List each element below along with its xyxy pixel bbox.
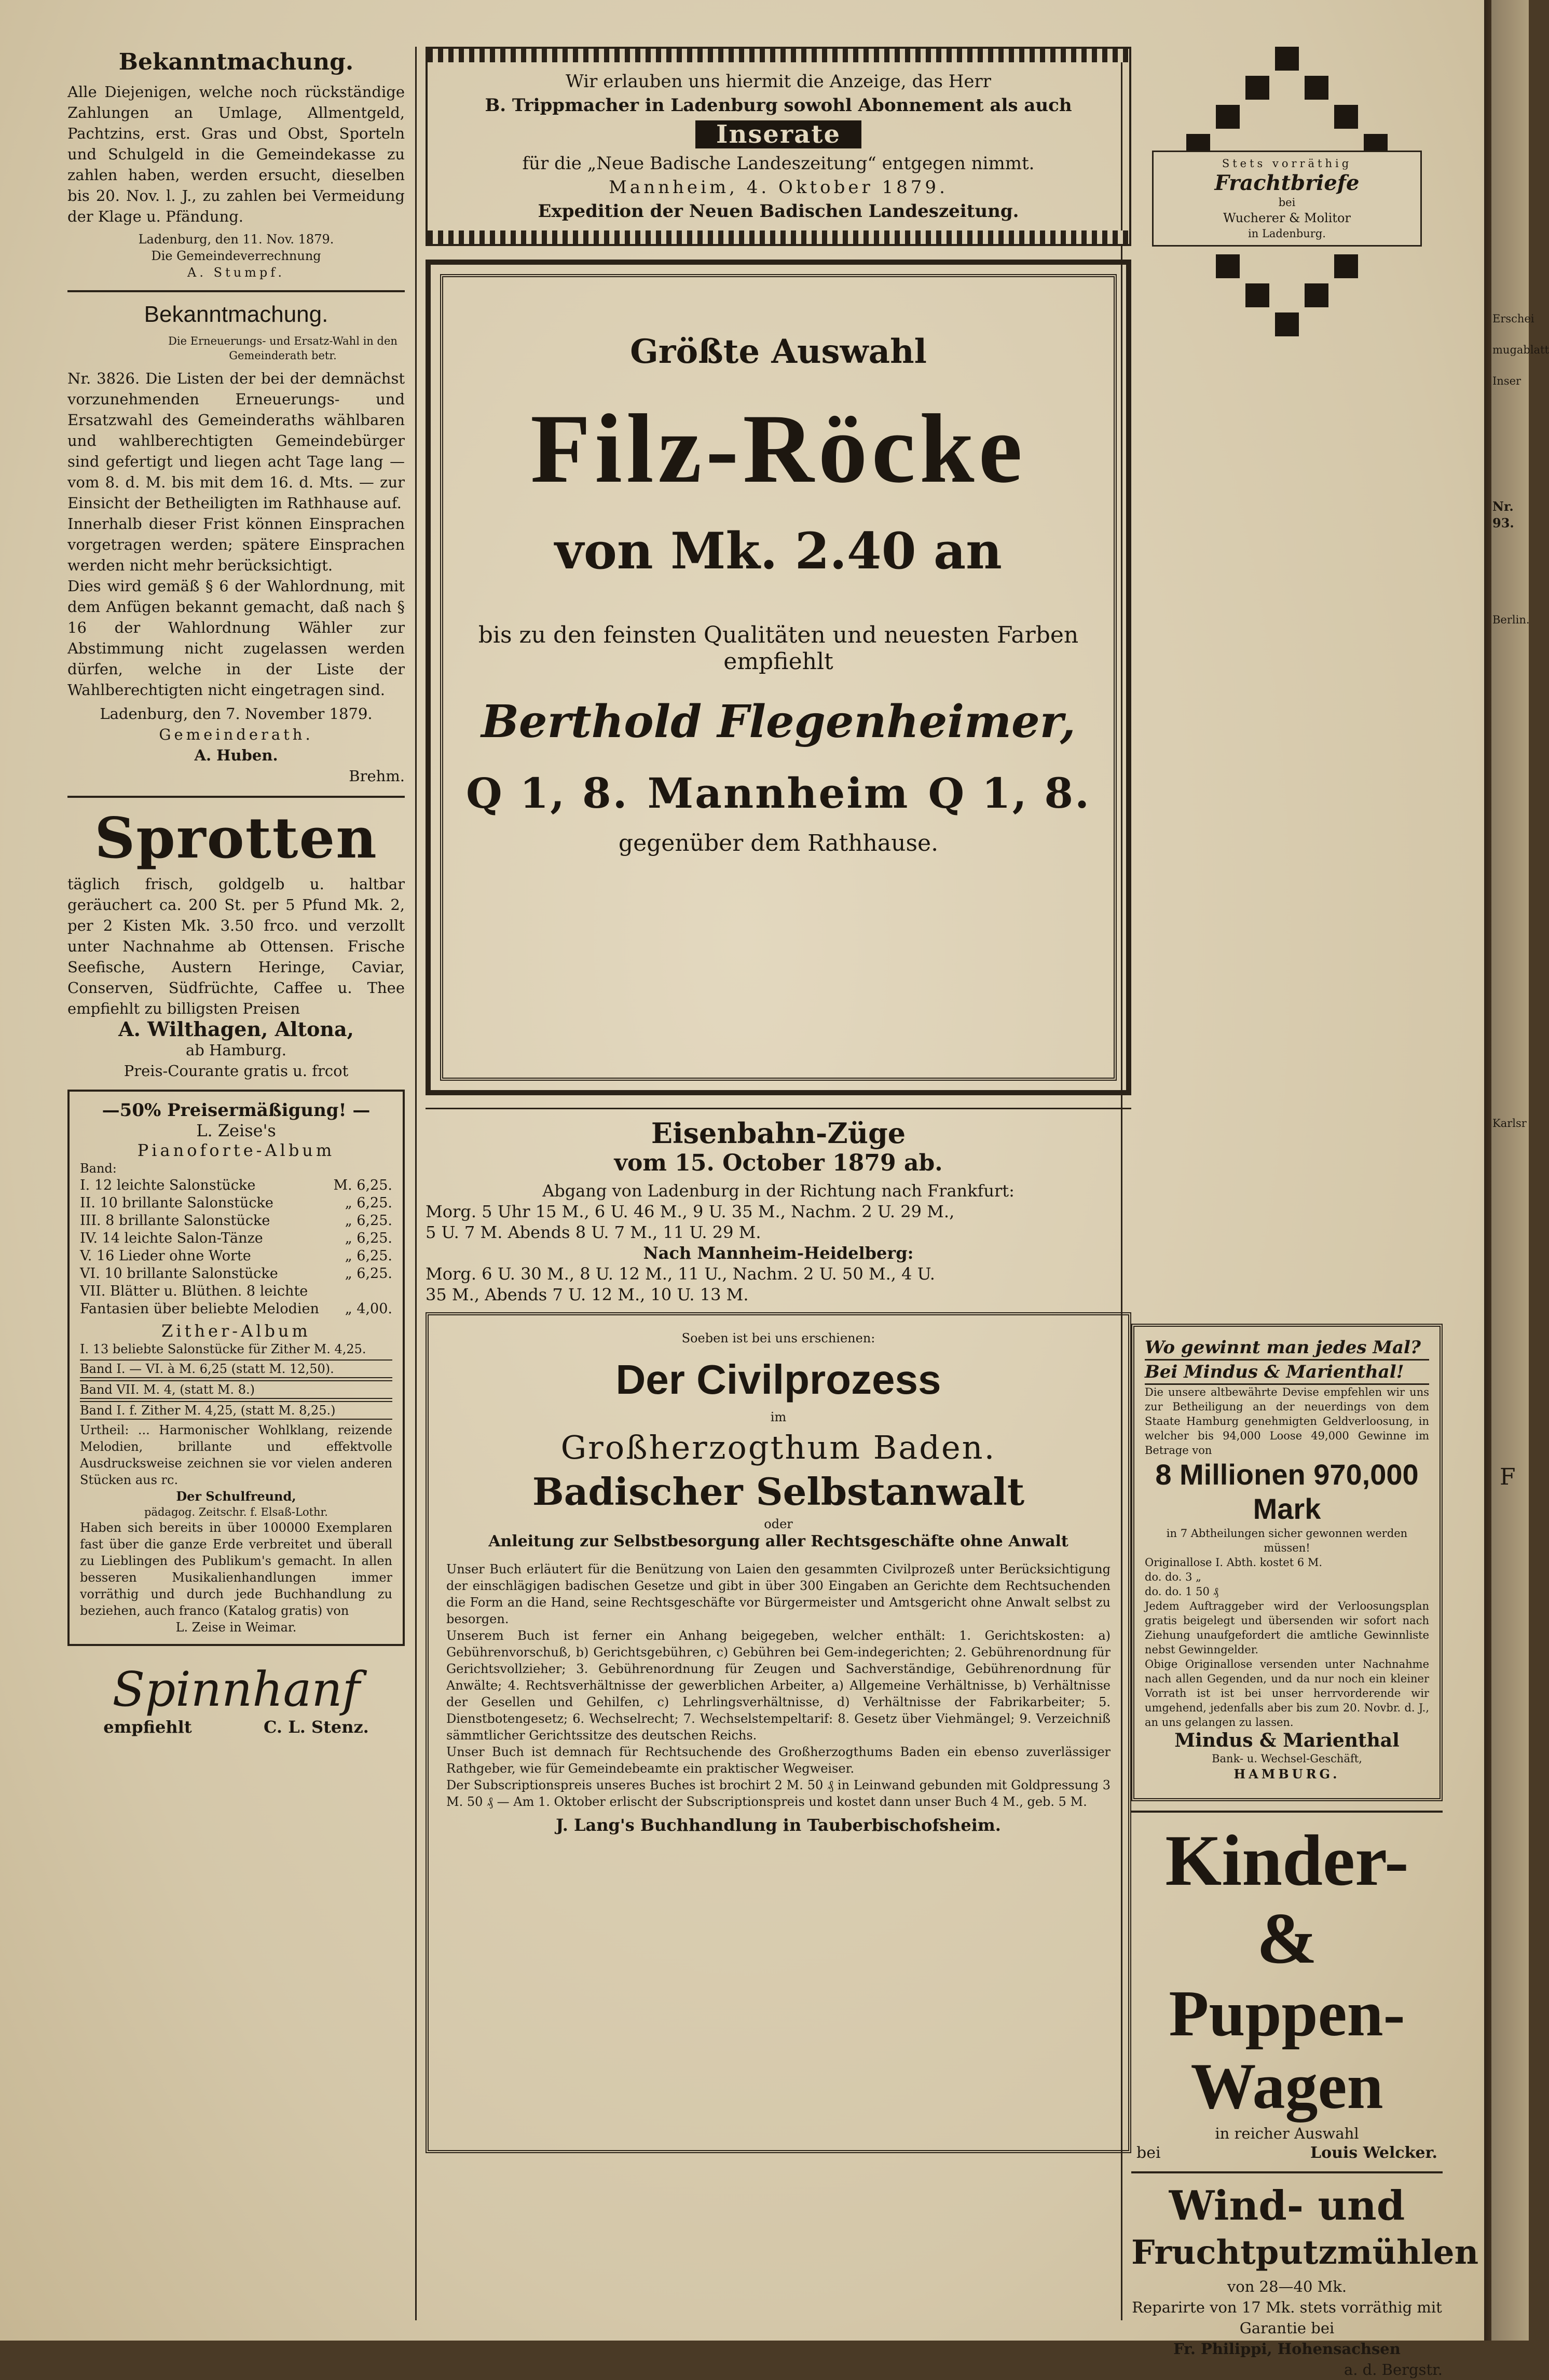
band-price: Band VII. M. 4, (statt M. 8.) (80, 1380, 392, 1399)
filz-address (457, 769, 1100, 818)
ad-text: oder (764, 1517, 793, 1531)
ornament-square (1216, 105, 1240, 129)
ornament-square (1334, 254, 1358, 278)
sprotten-title: Sprotten (94, 806, 378, 871)
notice-signature: A. Huben. (194, 746, 278, 764)
mindus-lottery-ad (1131, 1324, 1443, 1801)
list-item (80, 1177, 392, 1194)
ad-signature: Fr. Philippi, Hohensachsen (1173, 2340, 1401, 2358)
lottery-headline: Wo gewinnt man jedes Mal? (1145, 1336, 1429, 1361)
ad-text: Jedem Auftraggeber wird der Verloosungsplan gratis beigelegt und übersenden wir sofort nach Ziehung unaufgefordert die amtliche Gewinnliste nebst Gewinngelder. (1145, 1600, 1429, 1656)
edge-text: Berlin. (1492, 614, 1530, 626)
book-title: Der Civilprozess (615, 1356, 941, 1403)
item-label: I. 12 leichte Salonstücke (80, 1177, 256, 1193)
address-city: Mannheim (647, 769, 910, 818)
bekanntmachung-title: Bekanntmachung. (144, 302, 328, 327)
bekanntmachung-title: Bekanntmachung. (118, 49, 354, 75)
ad-date: Mannheim, 4. Oktober 1879. (609, 177, 948, 198)
edge-text: Karlsr (1492, 1117, 1527, 1130)
filz-title: Größte Auswahl (630, 332, 927, 371)
divider (67, 290, 405, 292)
discount-header: —50% Preisermäßigung! — (102, 1100, 371, 1121)
lottery-amount: 8 Millionen 970,000 Mark (1155, 1458, 1419, 1525)
ad-foot (1131, 2144, 1443, 2162)
publisher-name: L. Zeise's (196, 1121, 276, 1140)
ad-signature-2: Bank- u. Wechsel-Geschäft, (1212, 1752, 1362, 1765)
ad-city: HAMBURG. (1233, 1766, 1340, 1781)
ad-text: in reicher Auswahl (1215, 2125, 1359, 2142)
list-item (80, 1247, 392, 1265)
item-label: V. 16 Lieder ohne Worte (80, 1248, 251, 1264)
notice-office: Gemeinderath. (159, 726, 313, 743)
edge-text: Inser (1492, 375, 1521, 387)
frachtbriefe-label (1152, 151, 1422, 247)
divider (426, 1108, 1131, 1109)
notice-signature: A. Stumpf. (187, 265, 285, 280)
edge-text: F (1500, 1464, 1516, 1490)
lottery-price: do. do. 3 „ (1145, 1571, 1202, 1583)
list-item (80, 1283, 392, 1318)
item-price: M. 6,25. (333, 1177, 392, 1193)
divider (1131, 2171, 1443, 2173)
ad-price: von 28—40 Mk. (1227, 2278, 1347, 2295)
train-schedule (426, 1117, 1131, 1305)
next-page-edge (1484, 0, 1549, 2341)
filz-line: bis zu den feinsten Qualitäten und neuesten Farben empfiehlt (478, 622, 1079, 675)
band-price: Band I. f. Zither M. 4,25, (statt M. 8,25.) (80, 1401, 392, 1420)
ad-signature: Expedition der Neuen Badischen Landeszeitung. (538, 201, 1019, 222)
filz-roecke-ad (426, 260, 1131, 1095)
train-subtitle: vom 15. October 1879 ab. (614, 1150, 943, 1176)
ad-location: ab Hamburg. (185, 1041, 287, 1059)
zither-title: Zither-Album (161, 1321, 311, 1341)
fruchtputzmuehlen-ad (1131, 2182, 1479, 2380)
item-price: „ 6,25. (345, 1213, 392, 1229)
ad-text: Unserem Buch ist ferner ein Anhang beigegeben, welcher enthält: 1. Gerichtskosten: a) Gebührenvorschuß, b) Gerichtsgebühren, c) Gebühren bei Gem-indegerichten; 2. Gebührenordnung für Gerichtsvollzieher; 3. Gebührenordnung für Zeugen und Sachverständige, Gebührenordnung für Anwälte; 4. Rechtsverhältnisse der gewerblichen Arbeiter, a) Allgemeine Verhältnisse, b) Verhältnisse der Gesellen und Gehilfen, c) Lehrlingsverhältnisse, d) Verhältnisse der Fabrikarbeiter; 5. Dienstbotengesetz; 6. Wechselrecht; 7. Wechselstempeltarif: 8. Gesetz über Viehmängel; 9. Verzeichniß sämmtlicher Gerichtssitze des deutschen Reichs. (446, 1628, 1111, 1743)
notice-office: Die Gemeindeverrechnung (151, 249, 321, 263)
item-label: II. 10 brillante Salonstücke (80, 1195, 273, 1211)
item-price: „ 6,25. (345, 1266, 392, 1282)
bekanntmachung-2 (67, 302, 405, 786)
edge-text: Nr. 93. (1492, 499, 1514, 531)
review-source-2: pädagog. Zeitschr. f. Elsaß-Lothr. (144, 1506, 328, 1518)
address-right: Q 1, 8. (928, 769, 1091, 818)
train-line: Morg. 5 Uhr 15 M., 6 U. 46 M., 9 U. 35 M., Nachm. 2 U. 29 M., (426, 1202, 955, 1221)
divider (1131, 1811, 1443, 1813)
left-column (67, 47, 405, 1737)
spacer (1131, 337, 1443, 1324)
book-subtitle-2: Badischer Selbstanwalt (532, 1470, 1025, 1514)
ad-line: B. Trippmacher in Ladenburg sowohl Abonnement als auch (485, 95, 1072, 116)
merchant-location: in Ladenburg. (1248, 227, 1326, 240)
ornament-square (1245, 76, 1269, 100)
civilprozess-ad (426, 1312, 1131, 2153)
landeszeitung-ad (426, 47, 1131, 246)
item-label: VI. 10 brillante Salonstücke (80, 1266, 278, 1282)
list-item (80, 1212, 392, 1230)
spinnhanf-title: Spinnhanf (112, 1662, 360, 1717)
item-price: „ 4,00. (345, 1301, 392, 1317)
divider (67, 796, 405, 798)
spinnhanf-foot (67, 1717, 405, 1737)
ad-text: bei (1136, 2144, 1161, 2162)
center-column (426, 47, 1131, 2153)
ad-text: bei (1278, 196, 1296, 209)
ornament-band (428, 49, 1129, 62)
notice-signature: Brehm. (349, 767, 405, 785)
train-line: Morg. 6 U. 30 M., 8 U. 12 M., 11 U., Nachm. 2 U. 50 M., 4 U. (426, 1264, 935, 1284)
ad-signature: L. Zeise in Weimar. (175, 1620, 297, 1635)
list-item (80, 1194, 392, 1212)
merchant-name: Wucherer & Molitor (1223, 211, 1351, 225)
inserate-banner: Inserate (695, 120, 861, 148)
edge-text: Erschei (1492, 312, 1534, 325)
book-subtitle: Großherzogthum Baden. (560, 1429, 996, 1466)
ornament-square (1245, 283, 1269, 307)
address-left: Q 1, 8. (466, 769, 629, 818)
train-line: 5 U. 7 M. Abends 8 U. 7 M., 11 U. 29 M. (426, 1222, 761, 1242)
item-price: „ 6,25. (345, 1248, 392, 1264)
lottery-headline-2: Bei Mindus & Marienthal! (1145, 1361, 1429, 1385)
notice-date: Ladenburg, den 7. November 1879. (100, 705, 373, 723)
band-label: Band: (80, 1161, 117, 1176)
list-item (80, 1265, 392, 1283)
filz-merchant: Berthold Flegenheimer, (481, 696, 1076, 748)
kinderwagen-ad (1131, 1822, 1443, 2162)
filz-foot: gegenüber dem Rathhause. (618, 830, 939, 856)
notice-text: Alle Diejenigen, welche noch rückständige Zahlungen an Umlage, Allmentgeld, Pachtzins, erst. Gras und Obst, Sporteln und Schulgeld in die Gemeindekasse zu zahlen haben, werden ersucht, dieselben bis 20. Nov. l. J., zu zahlen bei Vermeidung der Klage u. Pfändung. (67, 83, 405, 225)
wind-title: Wind- und (1169, 2182, 1405, 2229)
ornament-square (1275, 312, 1299, 336)
item-label: VII. Blätter u. Blüthen. 8 leichte Fantasien über beliebte Melodien (80, 1283, 319, 1317)
list-item (80, 1230, 392, 1247)
filz-headline: Filz-Röcke (530, 395, 1026, 504)
ad-text: täglich frisch, goldgelb u. haltbar geräuchert ca. 200 St. per 5 Pfund Mk. 2, per 2 Kisten Mk. 3.50 frco. und verzollt unter Nachnahme ab Ottensen. Frische Seefische, Austern Heringe, Caviar, Conserven, Südfrüchte, Caffee u. Thee empfiehlt zu billigsten Preisen (67, 875, 405, 1017)
sprotten-ad (67, 807, 405, 1081)
ornament-square (1334, 105, 1358, 129)
ad-text: empfiehlt (103, 1717, 192, 1737)
right-column (1131, 47, 1479, 2380)
notice-date: Ladenburg, den 11. Nov. 1879. (138, 232, 334, 247)
train-line: Abgang von Ladenburg in der Richtung nach Frankfurt: (542, 1181, 1015, 1201)
ad-signature: Louis Welcker. (1310, 2144, 1437, 2162)
item-price: „ 6,25. (345, 1230, 392, 1246)
ad-text: Der Subscriptionspreis unseres Buches ist brochirt 2 M. 50 ₰ in Leinwand gebunden mit Goldpressung 3 M. 50 ₰ — Am 1. Oktober erlischt der Subscriptionspreis und kostet dann unser Buch 4 M., geb. 5 M. (446, 1778, 1111, 1809)
ad-text: Unser Buch ist demnach für Rechtsuchende des Großherzogthums Baden ein ebenso zuverlässiger Rathgeber, wie für Gemeindebeamte ein praktischer Wegweiser. (446, 1745, 1111, 1776)
notice-text: Nr. 3826. Die Listen der bei der demnächst vorzunehmenden Erneuerungs- und Ersatzwahl des Gemeinderaths wählbaren und wahlberechtigten Gemeindebürger sind gefertigt und liegen acht Tage lang — vom 8. d. M. bis mit dem 16. d. Mts. — zur Einsicht der Betheiligten im Rathhause auf. (67, 370, 405, 512)
ad-text: in 7 Abtheilungen sicher gewonnen werden müssen! (1166, 1527, 1408, 1554)
wind-title-2: Fruchtputzmühlen (1131, 2233, 1479, 2272)
bekanntmachung-1 (67, 49, 405, 281)
zeise-album-ad (67, 1090, 405, 1646)
lottery-price: do. do. 1 50 ₰ (1145, 1585, 1219, 1598)
item-label: IV. 14 leichte Salon-Tänze (80, 1230, 263, 1246)
book-tagline: Anleitung zur Selbstbesorgung aller Rechtsgeschäfte ohne Anwalt (488, 1532, 1068, 1551)
ad-intro: Soeben ist bei uns erschienen: (681, 1331, 875, 1345)
ad-text: Obige Originallose versenden unter Nachnahme nach allen Gegenden, und da nur noch ein kleiner Vorrath ist ist bei unser herrvorderende wir umgehend, jedenfalls aber bis zum 20. Novbr. d. J., an uns gelangen zu lassen. (1145, 1658, 1429, 1729)
train-line: Nach Mannheim-Heidelberg: (643, 1243, 914, 1263)
notice-text: Dies wird gemäß § 6 der Wahlordnung, mit dem Anfügen bekannt gemacht, daß nach § 16 der Wahlordnung Wähler zur Abstimmung nicht zugelassen werden dürfen, welche in der Liste der Wahlberechtigten nicht eingetragen sind. (67, 577, 405, 699)
puppen-title: Puppen-Wagen (1169, 1978, 1405, 2123)
ad-text: Stets vorräthig (1222, 157, 1352, 170)
ad-text: Haben sich bereits in über 100000 Exemplaren fast über die ganze Erde verbreitet und überall zu Lieblingen des Publikum's gemacht. In allen besseren Musikalienhandlungen immer vorräthig und durch jede Buchhandlung zu beziehen, auch franco (Katalog gratis) von (80, 1520, 392, 1618)
zither-line: I. 13 beliebte Salonstücke für Zither M. 4,25. (80, 1342, 366, 1356)
ornament-square (1305, 283, 1328, 307)
frachtbriefe-title: Frachtbriefe (1214, 171, 1360, 195)
item-label: III. 8 brillante Salonstücke (80, 1213, 270, 1229)
train-line: 35 M., Abends 7 U. 12 M., 10 U. 13 M. (426, 1285, 749, 1304)
ad-line: Wir erlauben uns hiermit die Anzeige, das Herr (565, 71, 992, 92)
spinnhanf-ad (67, 1662, 405, 1737)
kinder-title: Kinder- & (1165, 1820, 1409, 1979)
ornament-square (1216, 254, 1240, 278)
frachtbriefe-ad (1131, 47, 1443, 337)
edge-text: mugablatt (1492, 344, 1549, 356)
album-title: Pianoforte-Album (137, 1140, 335, 1160)
lottery-price: Originallose I. Abth. kostet 6 M. (1145, 1556, 1323, 1569)
ad-location: a. d. Bergstr. (1344, 2361, 1443, 2378)
ad-text: Unser Buch erläutert für die Benützung von Laien den gesammten Civilprozeß unter Berücksichtigung der einschlägigen badischen Gesetze und gibt in über 300 Eingaben an Gerichte dem Rechtsuchenden die Form an die Hand, seine Rechtsgeschäfte vor Bürgermeister und Amtsgericht ohne Anwalt selbst zu besorgen. (446, 1562, 1111, 1626)
ad-text: im (770, 1410, 787, 1424)
train-title: Eisenbahn-Züge (651, 1117, 906, 1150)
ad-name: A. Wilthagen, Altona, (118, 1017, 354, 1041)
band-price: Band I. — VI. à M. 6,25 (statt M. 12,50). (80, 1359, 392, 1378)
ad-line: für die „Neue Badische Landeszeitung“ entgegen nimmt. (522, 153, 1035, 174)
notice-text: Innerhalb dieser Frist können Einsprachen vorgetragen werden; spätere Einsprachen werden nicht mehr berücksichtigt. (67, 515, 405, 574)
filz-price: von Mk. 2.40 an (555, 522, 1002, 580)
ornament-square (1275, 47, 1299, 71)
ad-text: Reparirte von 17 Mk. stets vorräthig mit Garantie bei (1132, 2299, 1442, 2337)
ad-signature: C. L. Stenz. (264, 1717, 369, 1737)
ornament-band (428, 230, 1129, 244)
ad-signature: J. Lang's Buchhandlung in Tauberbischofsheim. (556, 1815, 1001, 1835)
notice-subtitle: Die Erneuerungs- und Ersatz-Wahl in den Gemeinderath betr. (168, 335, 397, 362)
column-rule-1 (415, 47, 417, 2320)
review-text: Urtheil: ... Harmonischer Wohlklang, reizende Melodien, brillante und effektvolle Ausdrucksweise zeichnen sie vor vielen anderen Stücken aus rc. (80, 1423, 392, 1487)
review-source: Der Schulfreund, (176, 1489, 296, 1504)
ad-signature: Mindus & Marienthal (1174, 1730, 1400, 1751)
item-price: „ 6,25. (345, 1195, 392, 1211)
ad-text: Die unsere altbewährte Devise empfehlen wir uns zur Betheiligung an der neuerdings von dem Staate Hamburg genehmigten Geldverloosung, in welcher bis 94,000 Loose 49,000 Gewinne im Betrage von (1145, 1386, 1429, 1457)
ornament-square (1305, 76, 1328, 100)
ad-foot: Preis-Courante gratis u. frcot (124, 1062, 349, 1080)
